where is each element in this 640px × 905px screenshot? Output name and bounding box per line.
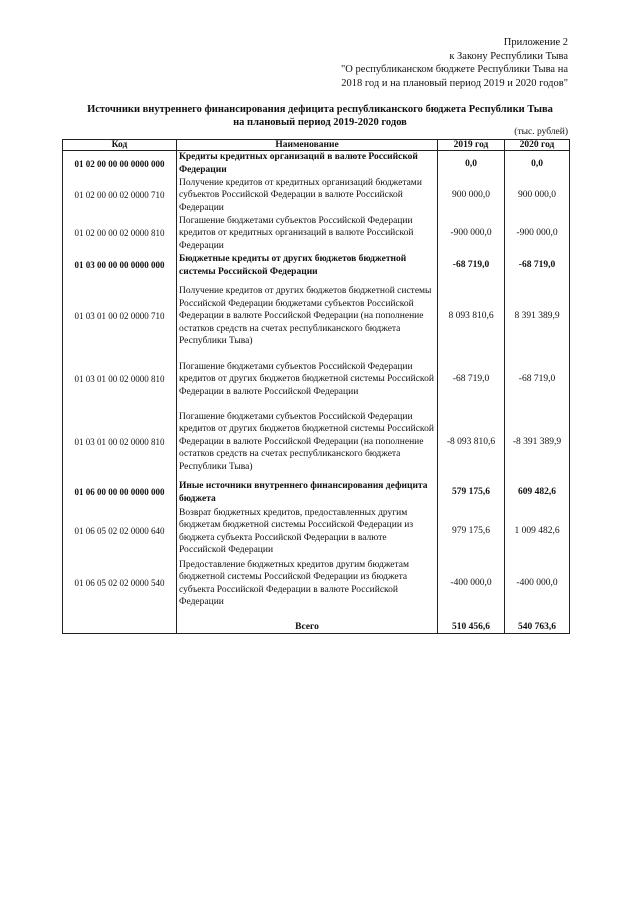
row-name: Кредиты кредитных организаций в валюте Российской Федерации [177,151,438,177]
row-code: 01 02 00 00 00 0000 000 [63,151,177,177]
total-value-2020: 540 763,6 [505,610,570,634]
row-value-2020: 8 391 389,9 [505,279,570,355]
row-code: 01 02 00 00 02 0000 710 [63,177,177,215]
row-code: 01 03 01 00 02 0000 810 [63,405,177,480]
header-2019: 2019 год [438,140,505,151]
appendix-line: к Закону Республики Тыва [449,50,568,62]
header-code: Код [63,140,177,151]
table-row [63,215,570,253]
total-row [63,610,570,634]
row-name: Погашение бюджетами субъектов Российской Федерации кредитов от кредитных организаций в валюте Российской Федерации [177,215,438,253]
row-name: Предоставление бюджетных кредитов другим бюджетам бюджетной системы Российской Федерации из бюджета субъекта Российской Федерации в валюте Российской Федерации [177,558,438,610]
table-row [63,253,570,279]
row-code: 01 03 01 00 02 0000 810 [63,355,177,405]
table-row [63,558,570,610]
row-value-2020: 609 482,6 [505,480,570,506]
table-row [63,355,570,405]
row-value-2019: 8 093 810,6 [438,279,505,355]
row-value-2020: 1 009 482,6 [505,506,570,558]
total-value-2019: 510 456,6 [438,610,505,634]
financing-table [62,139,570,634]
row-name: Погашение бюджетами субъектов Российской Федерации кредитов от других бюджетов бюджетной системы Российской Федерации в валюте Российской Федерации (на пополнение остатков средств на счетах республиканского бюджета Республики Тыва) [177,405,438,480]
row-code: 01 06 00 00 00 0000 000 [63,480,177,506]
row-value-2019: 979 175,6 [438,506,505,558]
row-name: Иные источники внутреннего финансирования дефицита бюджета [177,480,438,506]
table-row [63,151,570,177]
row-code: 01 03 01 00 02 0000 710 [63,279,177,355]
row-value-2020: 0,0 [505,151,570,177]
row-name: Получение кредитов от других бюджетов бюджетной системы Российской Федерации бюджетами субъектов Российской Федерации в валюте Российской Федерации (на пополнение остатков средств на счетах республиканского бюджета Республики Тыва) [177,279,438,355]
row-code: 01 03 00 00 00 0000 000 [63,253,177,279]
title-line-1: Источники внутреннего финансирования дефицита республиканского бюджета Республики Тыва [87,104,553,115]
table-row [63,279,570,355]
table-header-row [63,140,570,151]
row-value-2020: -68 719,0 [505,253,570,279]
appendix-header [268,36,568,90]
row-code: 01 06 05 02 02 0000 640 [63,506,177,558]
table-row [63,177,570,215]
header-name: Наименование [177,140,438,151]
row-value-2020: -400 000,0 [505,558,570,610]
row-name: Получение кредитов от кредитных организаций бюджетами субъектов Российской Федерации в валюте Российской Федерации [177,177,438,215]
row-code: 01 06 05 02 02 0000 540 [63,558,177,610]
document-title [60,103,580,129]
row-value-2019: 900 000,0 [438,177,505,215]
total-code-cell [63,610,177,634]
row-value-2020: -68 719,0 [505,355,570,405]
title-line-2: на плановый период 2019-2020 годов [233,117,407,128]
appendix-line: "О республиканском бюджете Республики Тыва на [340,64,568,75]
total-label: Всего [177,610,438,634]
table-row [63,480,570,506]
row-value-2019: -68 719,0 [438,355,505,405]
appendix-line: Приложение 2 [503,37,568,48]
row-value-2020: -900 000,0 [505,215,570,253]
appendix-line: 2018 год и на плановый период 2019 и 2020 годов" [341,77,568,89]
row-value-2020: 900 000,0 [505,177,570,215]
row-value-2019: -400 000,0 [438,558,505,610]
row-value-2019: -68 719,0 [438,253,505,279]
unit-label: (тыс. рублей) [514,127,568,137]
row-value-2020: -8 391 389,9 [505,405,570,480]
row-value-2019: 0,0 [438,151,505,177]
row-name: Бюджетные кредиты от других бюджетов бюджетной системы Российской Федерации [177,253,438,279]
table-row [63,405,570,480]
row-name: Погашение бюджетами субъектов Российской Федерации кредитов от других бюджетов бюджетной системы Российской Федерации в валюте Российской Федерации [177,355,438,405]
row-value-2019: 579 175,6 [438,480,505,506]
row-code: 01 02 00 00 02 0000 810 [63,215,177,253]
table-row [63,506,570,558]
row-name: Возврат бюджетных кредитов, предоставленных другим бюджетам бюджетной системы Российской Федерации из бюджета субъекта Российской Федерации в валюте Российской Федерации [177,506,438,558]
row-value-2019: -900 000,0 [438,215,505,253]
header-2020: 2020 год [505,140,570,151]
row-value-2019: -8 093 810,6 [438,405,505,480]
